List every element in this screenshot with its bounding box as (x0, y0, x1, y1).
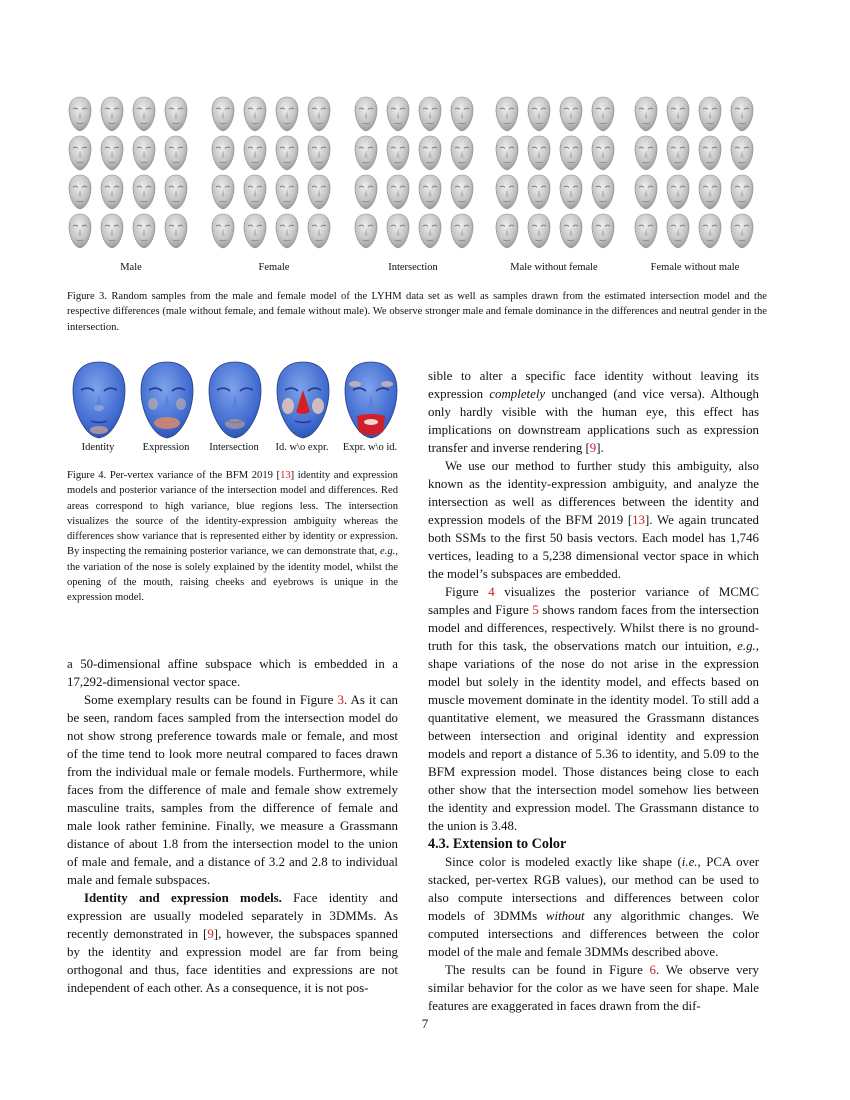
paragraph: The results can be found in Figure 6. We observe very similar behavior for the color as we have seen for shape. Male features are exaggerated in faces drawn from the dif- (428, 963, 759, 1013)
paragraph: a 50-dimensional affine subspace which is embedded in a 17,292-dimensional vector space. (67, 657, 398, 689)
face-sample (590, 135, 616, 171)
face-sample (210, 213, 236, 249)
heatmap-face-expr-without-id (341, 360, 401, 440)
face-group-intersection (353, 96, 475, 249)
face-sample (385, 135, 411, 171)
face-sample (99, 96, 125, 132)
face-sample (210, 174, 236, 210)
paragraph: We use our method to further study this ambiguity, also known as the identity-expression ambiguity, and analyze the intersection as well as differences between the identity and expression models of the BFM 2019 [13]. We again truncated both SSMs to the first 50 basis vectors. Each model has 1,746 vertices, leading to a 5,238 dimensional vector space in which the model’s subspaces are embedded. (428, 459, 759, 581)
face-group-male (67, 96, 189, 249)
face-sample (449, 213, 475, 249)
face-sample (306, 135, 332, 171)
face-sample (306, 213, 332, 249)
face-sample (665, 96, 691, 132)
face-sample (131, 135, 157, 171)
right-column (428, 367, 759, 1015)
fig3-label-male-without-female: Male without female (510, 262, 598, 273)
heatmap-face-expression (137, 360, 197, 440)
paragraph: Figure 4 visualizes the posterior variance of MCMC samples and Figure 5 shows random faces from the intersection model and differences, respectively. Whilst there is no ground-truth for this task, the observations match our intuition, e.g., shape variations of the nose do not arise in the expression model but solely in the identity model, and effects based on muscle movement dominate in the identity model. To still add a quantitative element, we measured the Grassmann distances between intersection and original identity and expression models and report a distance of 5.36 to identity, and 5.09 to the BFM expression model. Those distances being close to each other show that the intersection model somehow lies between the identity and expression model. The Grassmann distance to the union is 3.48. (428, 585, 759, 833)
face-sample (67, 135, 93, 171)
face-sample (494, 174, 520, 210)
section-heading: 4.3. Extension to Color (428, 836, 567, 852)
face-sample (131, 213, 157, 249)
face-sample (697, 174, 723, 210)
face-sample (526, 135, 552, 171)
fig3-label-female-without-male: Female without male (650, 262, 740, 273)
face-sample (633, 135, 659, 171)
face-sample (242, 135, 268, 171)
figure-3-caption: Figure 3. Random samples from the male and female model of the LYHM data set as well as samples drawn from the estimated intersection model and the respective differences (male without female, and female without male). We observe stronger male and female dominance in the differences and neutral gender in the intersection. (67, 291, 767, 333)
paragraph: Since color is modeled exactly like shape (i.e., PCA over stacked, per-vertex RGB values), our method can be used to also compute intersections and differences between color models of 3DMMs without any algorithmic changes. We computed intersections and differences between the color model of the male and female 3DMMs described above. (428, 855, 760, 959)
face-sample (494, 213, 520, 249)
face-sample (633, 174, 659, 210)
face-sample (729, 135, 755, 171)
face-sample (494, 135, 520, 171)
paragraph: sible to alter a specific face identity without leaving its expression completely unchanged (and vice versa). Although only hardly visible with the human eye, this effect has implications on downstream applications such as expression transfer and inverse rendering [9]. (428, 369, 760, 455)
face-sample (67, 96, 93, 132)
left-column (67, 655, 398, 997)
face-sample (665, 174, 691, 210)
face-sample (163, 96, 189, 132)
figure-4 (67, 360, 407, 460)
face-sample (633, 96, 659, 132)
face-sample (526, 213, 552, 249)
face-sample (697, 213, 723, 249)
heatmap-face-identity (69, 360, 129, 440)
face-sample (417, 135, 443, 171)
face-sample (353, 135, 379, 171)
fig4-label-expr-without-id: Expr. w\o id. (342, 442, 398, 453)
face-group-female (210, 96, 332, 249)
face-sample (163, 174, 189, 210)
face-sample (526, 174, 552, 210)
figure-4-caption: Figure 4. Per-vertex variance of the BFM 2019 [13] identity and expression models and posterior variance of the intersection model and differences. Red areas correspond to high variance, blue regions less. The intersection visualizes the source of the identity-expression ambiguity whereas the differences show variance that is represented either by identity or expression. By inspecting the remaining posterior variance, we can demonstrate that, e.g., the variation of the nose is solely explained by the identity model, whilst the opening of the mouth, raising cheeks and eyebrows is unique in the expression model. (67, 470, 398, 604)
face-sample (274, 135, 300, 171)
face-sample (67, 174, 93, 210)
citation-link[interactable]: 13 (280, 470, 291, 481)
face-sample (99, 213, 125, 249)
face-sample (163, 135, 189, 171)
face-sample (242, 174, 268, 210)
figure-link[interactable]: 4 (488, 585, 495, 599)
figure-link[interactable]: 6 (649, 963, 656, 977)
face-sample (210, 135, 236, 171)
face-sample (242, 96, 268, 132)
face-sample (558, 135, 584, 171)
face-sample (665, 213, 691, 249)
face-sample (210, 96, 236, 132)
page-number: 7 (421, 1016, 429, 1031)
face-sample (417, 213, 443, 249)
face-sample (242, 213, 268, 249)
figure-3 (67, 96, 763, 280)
face-sample (590, 213, 616, 249)
face-sample (697, 135, 723, 171)
paragraph: Some exemplary results can be found in Figure 3. As it can be seen, random faces sampled from the intersection model do not show strong preference towards male or female, and most of the time tend to look more neutral compared to faces drawn from the individual male or female models. Furthermore, while faces from the difference of male and female show extremely masculine traits, samples from the difference of female and male look rather feminine. Finally, we measure a Grassmann distance of about 1.8 from the intersection model to the union of male and female, and a distance of 3.2 and 2.8 to individual male and female subspaces. (67, 693, 399, 887)
face-sample (163, 213, 189, 249)
face-sample (385, 96, 411, 132)
citation-link[interactable]: 9 (589, 441, 597, 455)
face-sample (729, 213, 755, 249)
face-sample (494, 96, 520, 132)
heatmap-face-id-without-expr (273, 360, 333, 440)
face-sample (274, 213, 300, 249)
face-sample (449, 174, 475, 210)
face-sample (449, 96, 475, 132)
run-in-heading: Identity and expression models. (84, 891, 282, 905)
face-sample (99, 174, 125, 210)
face-group-male-without-female (494, 96, 616, 249)
face-sample (131, 96, 157, 132)
fig4-label-identity: Identity (81, 442, 115, 453)
face-sample (665, 135, 691, 171)
face-sample (729, 96, 755, 132)
fig4-label-intersection: Intersection (209, 442, 259, 453)
face-sample (306, 96, 332, 132)
face-sample (131, 174, 157, 210)
paragraph: Identity and expression models. Face identity and expression are usually modeled separately in 3DMMs. As recently demonstrated in [9], however, the subspaces spanned by the identity and expression model are far from being orthogonal and thus, face identities and expressions are not independent of each other. As a consequence, it is not pos- (67, 891, 398, 995)
face-sample (558, 174, 584, 210)
face-sample (306, 174, 332, 210)
face-group-female-without-male (633, 96, 755, 249)
face-sample (99, 135, 125, 171)
face-sample (417, 174, 443, 210)
fig4-label-id-without-expr: Id. w\o expr. (275, 442, 329, 453)
face-sample (697, 96, 723, 132)
face-sample (385, 174, 411, 210)
heatmap-face-intersection (205, 360, 265, 440)
citation-link[interactable]: 13 (632, 513, 645, 527)
figure-link[interactable]: 3 (337, 693, 344, 707)
face-sample (590, 174, 616, 210)
fig3-label-male: Male (120, 262, 142, 273)
face-sample (353, 213, 379, 249)
citation-link[interactable]: 9 (207, 927, 214, 941)
face-sample (526, 96, 552, 132)
face-sample (274, 96, 300, 132)
face-sample (590, 96, 616, 132)
fig4-label-expression: Expression (142, 442, 190, 453)
face-sample (417, 96, 443, 132)
face-sample (353, 174, 379, 210)
fig3-label-female: Female (258, 262, 290, 273)
face-sample (274, 174, 300, 210)
face-sample (729, 174, 755, 210)
figure-link[interactable]: 5 (532, 603, 539, 617)
face-sample (449, 135, 475, 171)
face-sample (633, 213, 659, 249)
face-sample (558, 213, 584, 249)
face-sample (67, 213, 93, 249)
face-sample (385, 213, 411, 249)
face-sample (558, 96, 584, 132)
fig3-label-intersection: Intersection (388, 262, 438, 273)
face-sample (353, 96, 379, 132)
